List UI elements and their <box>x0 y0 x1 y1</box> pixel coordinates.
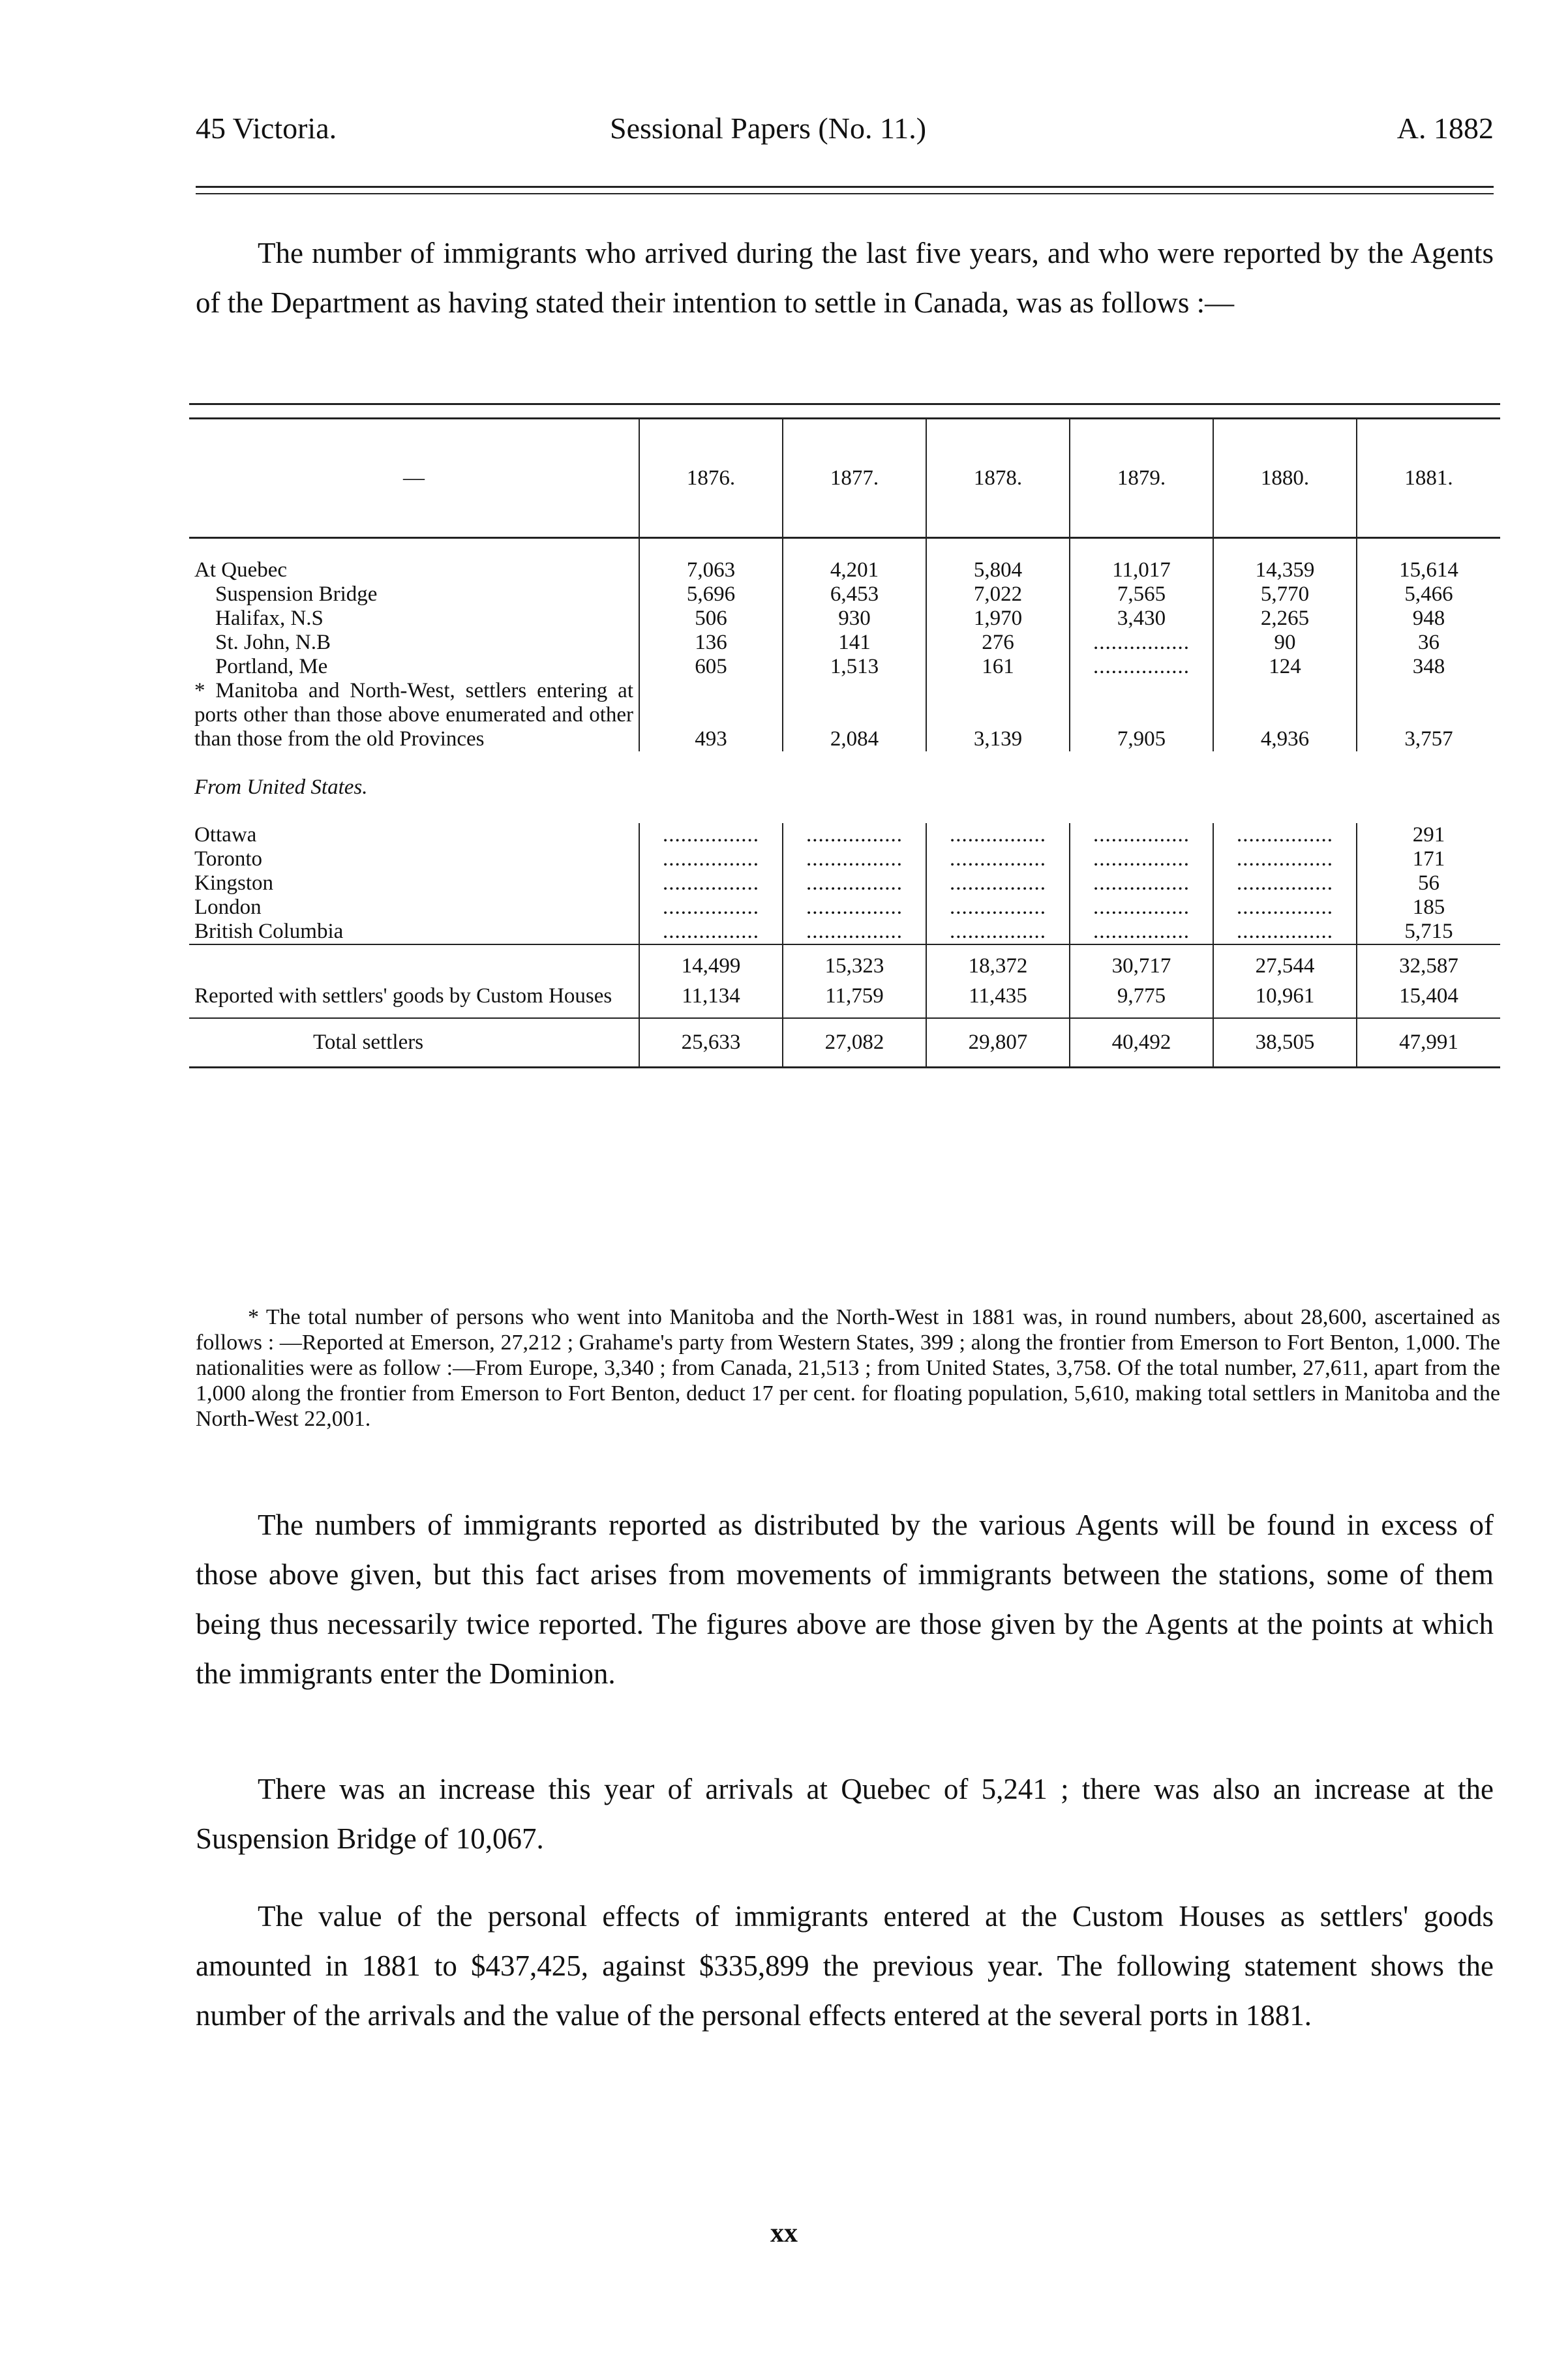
cell: 136 <box>639 631 783 655</box>
header-title: Sessional Papers (No. 11.) <box>610 112 927 145</box>
year-header: 1877. <box>783 419 926 538</box>
page-header <box>196 111 1494 163</box>
cell: 171 <box>1412 847 1445 871</box>
table-row <box>189 582 1500 607</box>
cell: 14,359 <box>1213 558 1357 582</box>
year-header: 1876. <box>639 419 783 538</box>
dotted-cell: ................ <box>926 896 1070 920</box>
total-label: Total settlers <box>189 1018 639 1068</box>
dotted-cell: ................ <box>1070 847 1213 871</box>
dotted-cell: ................ <box>639 847 783 871</box>
cell: 5,715 <box>1404 920 1453 943</box>
immigrants-table <box>189 417 1500 1068</box>
dotted-cell: ................ <box>1070 896 1213 920</box>
subtotal-row <box>189 944 1500 984</box>
row-label: Halifax, N.S <box>189 607 639 631</box>
header-rule-bottom <box>196 193 1494 194</box>
subtotal-cell: 15,323 <box>783 944 926 984</box>
dotted-cell: ................ <box>783 847 926 871</box>
cell: 15,614 <box>1399 558 1458 582</box>
cell: 1,513 <box>783 655 926 679</box>
cell: 4,936 <box>1213 679 1357 751</box>
row-label: British Columbia <box>189 920 639 944</box>
cell: 5,770 <box>1213 582 1357 607</box>
cell: 185 <box>1412 896 1445 919</box>
table-row <box>189 655 1500 679</box>
cell: 6,453 <box>783 582 926 607</box>
cell: 930 <box>783 607 926 631</box>
dotted-cell: ................ <box>1070 823 1213 847</box>
cell: 7,905 <box>1070 679 1213 751</box>
cell: 2,084 <box>783 679 926 751</box>
header-session: 45 Victoria. <box>196 112 337 145</box>
row-label: At Quebec <box>189 558 639 582</box>
cell: 36 <box>1418 631 1440 654</box>
total-cell: 47,991 <box>1357 1018 1500 1068</box>
row-label: Kingston <box>189 871 639 896</box>
table-header-row <box>189 419 1500 538</box>
footnote-text: * The total number of persons who went into Manitoba and the North-West in 1881 was, in round numbers, about 28,600, ascertained as follows : —Reported at Emerson, 27,212 ; Grahame's party from Western States, 399 ; along the frontier from Emerson to Fort Benton, 1,000. The nationalities were as follow :—From Europe, 3,340 ; from Canada, 21,513 ; from United States, 3,758. Of the total number, 27,611, apart from the 1,000 along the frontier from Emerson to Fort Benton, deduct 17 per cent. for floating population, 5,610, making total settlers in Manitoba and the North-West 22,001. <box>196 1305 1500 1431</box>
body-paragraph-2 <box>196 1764 1494 1863</box>
intro-text: The number of immigrants who arrived during the last five years, and who were reported by the Agents of the Department as having stated their intention to settle in Canada, was as follows :— <box>196 237 1494 319</box>
subtotal-cell: 32,587 <box>1357 944 1500 984</box>
table-footnote <box>196 1304 1500 1432</box>
cell: 5,466 <box>1404 582 1453 606</box>
year-header: 1881. <box>1357 419 1500 538</box>
cell: 11,017 <box>1070 558 1213 582</box>
cell: 3,757 <box>1404 727 1453 751</box>
cell: 948 <box>1412 607 1445 630</box>
body-paragraph-1 <box>196 1500 1494 1698</box>
cell: 4,201 <box>783 558 926 582</box>
table-row <box>189 679 1500 751</box>
dotted-cell: ................ <box>926 871 1070 896</box>
header-label-cell: — <box>189 419 639 538</box>
table-row <box>189 896 1500 920</box>
table-row <box>189 558 1500 582</box>
dotted-cell: ................ <box>1070 871 1213 896</box>
section-heading-row <box>189 751 1500 823</box>
year-header: 1878. <box>926 419 1070 538</box>
table-row <box>189 847 1500 871</box>
dotted-cell: ................ <box>783 823 926 847</box>
customs-cell: 11,759 <box>783 984 926 1018</box>
cell: 5,804 <box>926 558 1070 582</box>
header-rule-top <box>196 186 1494 188</box>
total-cell: 25,633 <box>639 1018 783 1068</box>
dotted-cell: ................ <box>639 920 783 944</box>
cell: 276 <box>926 631 1070 655</box>
cell: 348 <box>1412 655 1445 678</box>
paragraph-text: The numbers of immigrants reported as distributed by the various Agents will be found in excess of those above given, but this fact arises from movements of immigrants between the stations, some of them being thus necessarily twice reported. The figures above are those given by the Agents at the points at which the immigrants enter the Dominion. <box>196 1509 1494 1690</box>
year-header: 1880. <box>1213 419 1357 538</box>
dotted-cell: ................ <box>1213 896 1357 920</box>
row-label: Toronto <box>189 847 639 871</box>
cell: 2,265 <box>1213 607 1357 631</box>
dotted-cell: ................ <box>1213 847 1357 871</box>
cell: 161 <box>926 655 1070 679</box>
cell: 90 <box>1213 631 1357 655</box>
cell: 605 <box>639 655 783 679</box>
table-row <box>189 920 1500 944</box>
body-paragraph-3 <box>196 1891 1494 2040</box>
row-label: * Manitoba and North-West, settlers entering at ports other than those above enumerated and other than those from the old Provinces <box>189 679 639 751</box>
dotted-cell: ................ <box>1070 655 1213 679</box>
cell: 7,565 <box>1070 582 1213 607</box>
cell: 56 <box>1418 871 1440 895</box>
dotted-cell: ................ <box>1070 631 1213 655</box>
subtotal-label <box>189 944 639 984</box>
cell: 3,430 <box>1070 607 1213 631</box>
dotted-cell: ................ <box>1070 920 1213 944</box>
cell: 7,063 <box>639 558 783 582</box>
us-section-heading: From United States. <box>194 775 368 799</box>
customs-cell: 15,404 <box>1399 984 1458 1008</box>
customs-cell: 11,134 <box>639 984 783 1018</box>
table-row <box>189 631 1500 655</box>
cell: 493 <box>639 679 783 751</box>
table-row <box>189 607 1500 631</box>
total-cell: 27,082 <box>783 1018 926 1068</box>
customs-label: Reported with settlers' goods by Custom Houses <box>189 984 639 1018</box>
dotted-cell: ................ <box>639 896 783 920</box>
subtotal-cell: 27,544 <box>1213 944 1357 984</box>
row-label: Ottawa <box>189 823 639 847</box>
dotted-cell: ................ <box>1213 920 1357 944</box>
dotted-cell: ................ <box>926 847 1070 871</box>
subtotal-cell: 14,499 <box>639 944 783 984</box>
paragraph-text: There was an increase this year of arrivals at Quebec of 5,241 ; there was also an increase at the Suspension Bridge of 10,067. <box>196 1773 1494 1855</box>
dotted-cell: ................ <box>1213 871 1357 896</box>
cell: 3,139 <box>926 679 1070 751</box>
dotted-cell: ................ <box>1213 823 1357 847</box>
total-row <box>189 1018 1500 1068</box>
subtotal-cell: 30,717 <box>1070 944 1213 984</box>
row-label: St. John, N.B <box>189 631 639 655</box>
total-cell: 29,807 <box>926 1018 1070 1068</box>
header-year: A. 1882 <box>1396 112 1494 145</box>
year-header: 1879. <box>1070 419 1213 538</box>
dotted-cell: ................ <box>783 871 926 896</box>
table-top-rule <box>189 403 1500 405</box>
paragraph-text: The value of the personal effects of immigrants entered at the Custom Houses as settlers' goods amounted in 1881 to $437,425, against $335,899 the previous year. The following statement shows the number of the arrivals and the value of the personal effects entered at the several ports in 1881. <box>196 1900 1494 2032</box>
customs-cell: 10,961 <box>1213 984 1357 1018</box>
page-number: xx <box>770 2218 798 2248</box>
row-label: Suspension Bridge <box>189 582 639 607</box>
cell: 7,022 <box>926 582 1070 607</box>
row-label: London <box>189 896 639 920</box>
subtotal-cell: 18,372 <box>926 944 1070 984</box>
total-cell: 40,492 <box>1070 1018 1213 1068</box>
total-cell: 38,505 <box>1213 1018 1357 1068</box>
cell: 506 <box>639 607 783 631</box>
cell: 5,696 <box>639 582 783 607</box>
intro-paragraph <box>196 228 1494 327</box>
dotted-cell: ................ <box>783 896 926 920</box>
cell: 141 <box>783 631 926 655</box>
spacer-row <box>189 538 1500 559</box>
cell: 291 <box>1412 823 1445 847</box>
table-row <box>189 823 1500 847</box>
customs-cell: 9,775 <box>1070 984 1213 1018</box>
dotted-cell: ................ <box>926 823 1070 847</box>
dotted-cell: ................ <box>926 920 1070 944</box>
dotted-cell: ................ <box>639 823 783 847</box>
customs-cell: 11,435 <box>926 984 1070 1018</box>
customs-row <box>189 984 1500 1018</box>
cell: 1,970 <box>926 607 1070 631</box>
dotted-cell: ................ <box>783 920 926 944</box>
cell: 124 <box>1213 655 1357 679</box>
dotted-cell: ................ <box>639 871 783 896</box>
table-row <box>189 871 1500 896</box>
row-label: Portland, Me <box>189 655 639 679</box>
